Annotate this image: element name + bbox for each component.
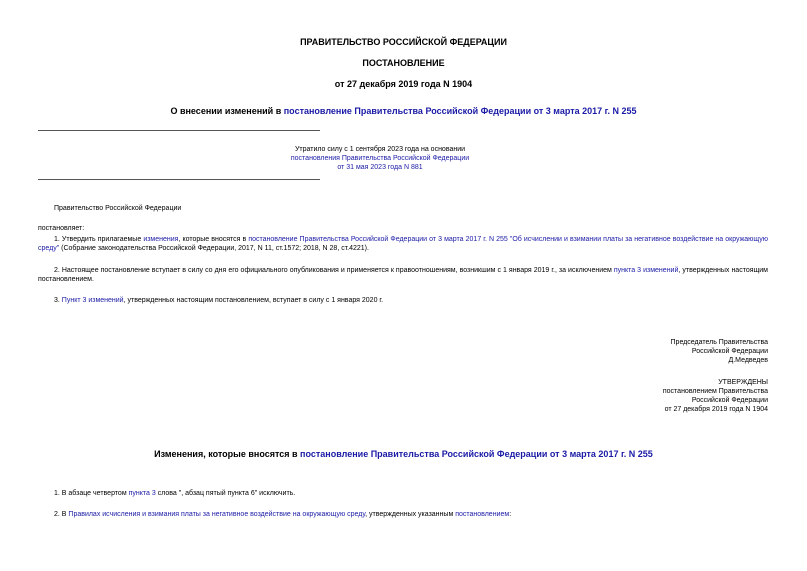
title-link[interactable]: постановление Правительства Российской Федерации от 3 марта 2017 г. N 255 (283, 106, 637, 116)
doc-type-heading: ПОСТАНОВЛЕНИЕ (362, 58, 445, 68)
change-item-2 (54, 510, 511, 519)
changes-title-prefix: Изменения, которые вносятся в (154, 449, 301, 459)
validity-note (40, 145, 720, 172)
validity-note-line1: Утратило силу с 1 сентября 2023 года на основании (294, 146, 466, 153)
changes-title-link[interactable]: постановление Правительства Российской Федерации от 3 марта 2017 г. N 255 (300, 449, 653, 459)
validity-note-link-line3[interactable]: от 31 мая 2023 года N 881 (337, 164, 423, 171)
item2-text-b: , утвержденных указанным (365, 511, 456, 518)
decree-word: постановляет: (38, 225, 85, 232)
item2-link-decree[interactable]: постановлением (455, 511, 510, 518)
approval-line4: от 27 декабря 2019 года N 1904 (664, 406, 768, 413)
p2-text-b: , утвержденных настоящим постановлением. (38, 267, 768, 283)
signature-line2: Российской Федерации (691, 348, 768, 355)
item1-text-b: слова ", абзац пятый пункта 6" исключить. (155, 490, 296, 497)
validity-note-link-line2[interactable]: постановления Правительства Российской Федерации (290, 155, 470, 162)
paragraph-2 (38, 266, 768, 284)
date-number-heading: от 27 декабря 2019 года N 1904 (334, 79, 473, 89)
approval-line1: УТВЕРЖДЕНЫ (718, 379, 768, 386)
p1-text-a: 1. Утвердить прилагаемые (54, 236, 144, 243)
item2-text-c: : (509, 511, 512, 518)
divider-bottom (38, 179, 320, 180)
paragraph-3 (54, 296, 383, 305)
title-prefix: О внесении изменений в (170, 106, 284, 116)
government-heading: ПРАВИТЕЛЬСТВО РОССИЙСКОЙ ФЕДЕРАЦИИ (300, 37, 507, 47)
document-title (0, 106, 807, 117)
item1-link-point3[interactable]: пункта 3 (128, 490, 156, 497)
issuer-text: Правительство Российской Федерации (54, 205, 182, 212)
divider-top (38, 130, 320, 131)
item2-link-rules[interactable]: Правилах исчисления и взимания платы за негативное воздействие на окружающую среду (68, 511, 366, 518)
approval-line2: постановлением Правительства (662, 388, 768, 395)
approval-line3: Российской Федерации (691, 397, 768, 404)
item2-text-a: 2. В (54, 511, 69, 518)
p1-text-b: , которые вносятся в (178, 236, 249, 243)
signature-line3: Д.Медведев (728, 357, 768, 364)
p2-link-item3[interactable]: пункта 3 изменений (613, 267, 679, 274)
approval-block (663, 378, 768, 414)
item1-text-a: 1. В абзаце четвертом (54, 490, 129, 497)
p1-text-c: (Собрание законодательства Российской Федерации, 2017, N 11, ст.1572; 2018, N 28, ст.4221). (59, 245, 369, 252)
p3-link-item3[interactable]: Пункт 3 изменений (61, 297, 124, 304)
p1-link-changes[interactable]: изменения (143, 236, 179, 243)
changes-title (0, 449, 807, 460)
paragraph-1 (38, 235, 768, 253)
change-item-1 (54, 489, 295, 498)
p1-link-decree-255[interactable]: постановление Правительства Российской Федерации от 3 марта 2017 г. N 255 "Об исчислении и взимании платы за негативное воздействие на окружающую среду" (38, 236, 769, 252)
p3-text-b: , утвержденных настоящим постановлением, вступает в силу с 1 января 2020 г. (123, 297, 384, 304)
p3-text-a: 3. (54, 297, 62, 304)
signature-line1: Председатель Правительства (670, 339, 768, 346)
signature-block (671, 338, 768, 365)
p2-text-a: 2. Настоящее постановление вступает в силу со дня его официального опубликования и применяется к правоотношениям, возникшим с 1 января 2019 г., за исключением (54, 267, 614, 274)
